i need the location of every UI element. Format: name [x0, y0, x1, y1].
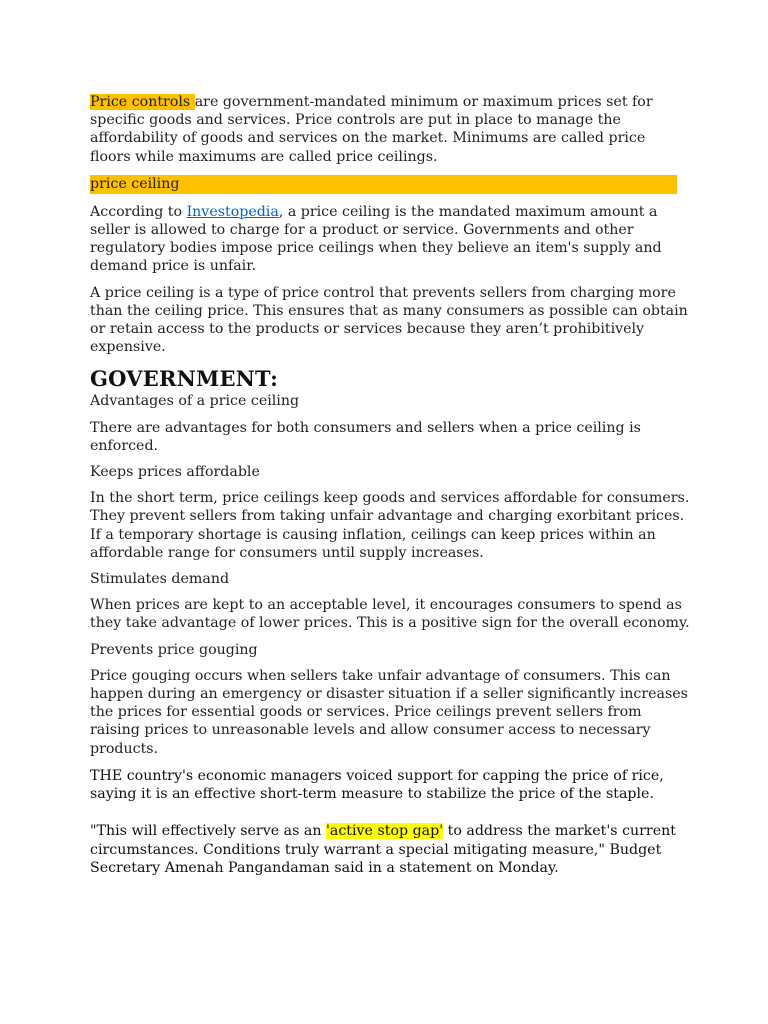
advantages-paragraph: There are advantages for both consumers and sellers when a price ceiling is enforced.: [90, 419, 641, 454]
demand-heading: Stimulates demand: [90, 571, 230, 588]
ceiling-explanation-paragraph: A price ceiling is a type of price control that prevents sellers from charging more than the ceiling price. This ensures that as many consumers as possible can obtain or retain access to the products or services because they aren’t prohibitively expensive.: [90, 284, 688, 356]
intro-text: are government-mandated minimum or maximum prices set for specific goods and services. Price controls are put in place to manage the affordability of goods and services on the market. Minimums are called price floors while maximums are called price ceilings.: [90, 94, 653, 165]
gouging-heading: Prevents price gouging: [90, 641, 258, 658]
demand-paragraph: When prices are kept to an acceptable level, it encourages consumers to spend as they take advantage of lower prices. This is a positive sign for the overall economy.: [90, 597, 690, 632]
intro-paragraph: [90, 93, 680, 166]
price-ceiling-heading: price ceiling: [90, 175, 677, 194]
quote-paragraph: [90, 822, 690, 877]
document-page: [90, 93, 690, 877]
advantages-heading: Advantages of a price ceiling: [90, 393, 300, 410]
investopedia-link[interactable]: Investopedia: [186, 203, 279, 220]
gouging-paragraph: Price gouging occurs when sellers take unfair advantage of consumers. This can happen during an emergency or disaster situation if a seller significantly increases the prices for essential goods or services. Price ceilings prevent sellers from raising prices to unreasonable levels and allow consumer access to necessary products.: [90, 667, 688, 757]
quote-lead: "This will effectively serve as an: [90, 823, 326, 840]
ceiling-definition-paragraph: [90, 203, 690, 276]
affordable-paragraph: In the short term, price ceilings keep goods and services affordable for consumers. They prevent sellers from taking unfair advantage and charging exorbitant prices. If a temporary shortage is causing inflation, ceilings can keep prices within an affordable range for consumers until supply increases.: [90, 490, 690, 561]
government-heading: GOVERNMENT:: [90, 366, 279, 392]
quote-text: to address the market's current circumstances. Conditions truly warrant a special mitigating measure," Budget Secretary Amenah Pangandaman said in a statement on Monday.: [90, 823, 676, 876]
price-controls-highlight: Price controls: [90, 94, 195, 110]
ceiling-definition-lead: According to: [90, 203, 187, 220]
rice-paragraph: THE country's economic managers voiced support for capping the price of rice, saying it is an effective short-term measure to stabilize the price of the staple.: [90, 767, 664, 803]
affordable-heading: Keeps prices affordable: [90, 464, 260, 481]
active-stop-gap-highlight: 'active stop gap': [326, 823, 444, 840]
ceiling-definition-text: , a price ceiling is the mandated maximum amount a seller is allowed to charge for a product or service. Governments and other regulatory bodies impose price ceilings when they believe an item's supply and demand price is unfair.: [90, 203, 662, 275]
